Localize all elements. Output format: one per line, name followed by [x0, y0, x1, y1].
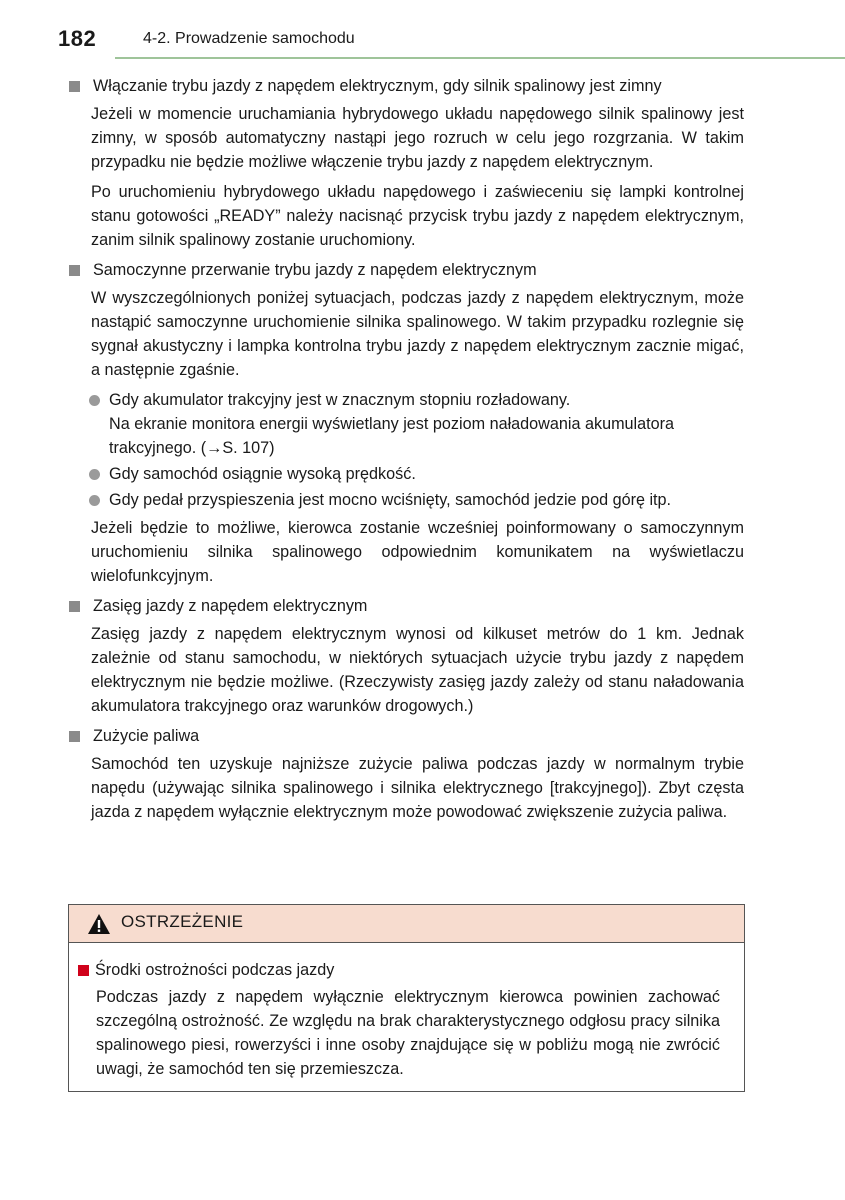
section-title: 4-2. Prowadzenie samochodu	[143, 30, 355, 47]
square-bullet-icon	[69, 81, 80, 92]
list-item	[89, 462, 744, 486]
circle-bullet-icon	[89, 469, 100, 480]
square-bullet-icon	[69, 731, 80, 742]
list-item-text: Gdy pedał przyspieszenia jest mocno wciśnięty, samochód jedzie pod górę itp.	[109, 491, 672, 509]
warning-box	[68, 904, 745, 1092]
header-rule	[115, 57, 845, 59]
warning-title: OSTRZEŻENIE	[121, 912, 244, 931]
warning-header	[69, 905, 744, 943]
red-square-bullet-icon	[78, 965, 89, 976]
square-bullet-icon	[69, 265, 80, 276]
paragraph: Zasięg jazdy z napędem elektrycznym wynosi od kilkuset metrów do 1 km. Jednak zależnie od stanu samochodu, w niektórych sytuacjach użycie trybu jazdy z napędem elektrycznym nie będzie możliwe. (Rzeczywisty zasięg jazdy zależy od stanu naładowania akumulatora trakcyjnego oraz warunków drogowych.)	[91, 625, 744, 715]
circle-bullet-icon	[89, 395, 100, 406]
warning-subheading-text: Środki ostrożności podczas jazdy	[95, 961, 335, 979]
section-heading	[66, 258, 744, 282]
list-item	[89, 388, 744, 460]
section-heading	[66, 74, 744, 98]
list-item-subtext: Na ekranie monitora energii wyświetlany jest poziom naładowania akumulatora trakcyjnego. (→S. 107)	[109, 415, 675, 457]
section-heading-text: Włączanie trybu jazdy z napędem elektrycznym, gdy silnik spalinowy jest zimny	[93, 77, 662, 95]
paragraph: Jeżeli będzie to możliwe, kierowca zostanie wcześniej poinformowany o samoczynnym uruchomieniu silnika spalinowego odpowiednim komunikatem na wyświetlaczu wielofunkcyjnym.	[91, 519, 744, 585]
list-item	[89, 488, 744, 512]
list-item-text: Gdy samochód osiągnie wysoką prędkość.	[109, 465, 416, 483]
section-heading-text: Zasięg jazdy z napędem elektrycznym	[93, 597, 368, 615]
page-number: 182	[58, 26, 97, 51]
paragraph: Po uruchomieniu hybrydowego układu napędowego i zaświeceniu się lampki kontrolnej stanu gotowości „READY” należy nacisnąć przycisk trybu jazdy z napędem elektrycznym, zanim silnik spalinowy zostanie uruchomiony.	[91, 183, 744, 249]
paragraph: Jeżeli w momencie uruchamiania hybrydowego układu napędowego silnik spalinowy jest zimny, w sposób automatyczny nastąpi jego rozruch w celu jego rozgrzania. W takim przypadku nie będzie możliwe włączenie trybu jazdy z napędem elektrycznym.	[91, 105, 744, 171]
warning-subheading	[78, 958, 720, 982]
section-heading	[66, 724, 744, 748]
section-heading	[66, 594, 744, 618]
circle-bullet-icon	[89, 495, 100, 506]
list-item-text: Gdy akumulator trakcyjny jest w znacznym stopniu rozładowany.	[109, 391, 571, 409]
section-heading-text: Zużycie paliwa	[93, 727, 200, 745]
warning-text: Podczas jazdy z napędem wyłącznie elektrycznym kierowca powinien zachować szczególną ostrożność. Ze względu na brak charakterystycznego odgłosu pracy silnika spalinowego piesi, rowerzyści i inne osoby znajdujące się w pobliżu mogą nie zwrócić uwagi, że samochód ten się przemieszcza.	[96, 988, 720, 1078]
paragraph: Samochód ten uzyskuje najniższe zużycie paliwa podczas jazdy w normalnym trybie napędu (używając silnika spalinowego i silnika elektrycznego [trakcyjnego]). Zbyt częsta jazda z napędem wyłącznie elektrycznym może powodować zwiększenie zużycia paliwa.	[91, 755, 744, 821]
paragraph: W wyszczególnionych poniżej sytuacjach, podczas jazdy z napędem elektrycznym, może nastąpić samoczynne uruchomienie silnika spalinowego. W takim przypadku rozlegnie się sygnał akustyczny i lampka kontrolna trybu jazdy z napędem elektrycznym zacznie migać, a następnie zgaśnie.	[91, 289, 744, 379]
main-content	[66, 72, 744, 830]
warning-triangle-icon	[87, 913, 111, 935]
square-bullet-icon	[69, 601, 80, 612]
page-header	[58, 26, 844, 56]
section-heading-text: Samoczynne przerwanie trybu jazdy z napędem elektrycznym	[93, 261, 537, 279]
